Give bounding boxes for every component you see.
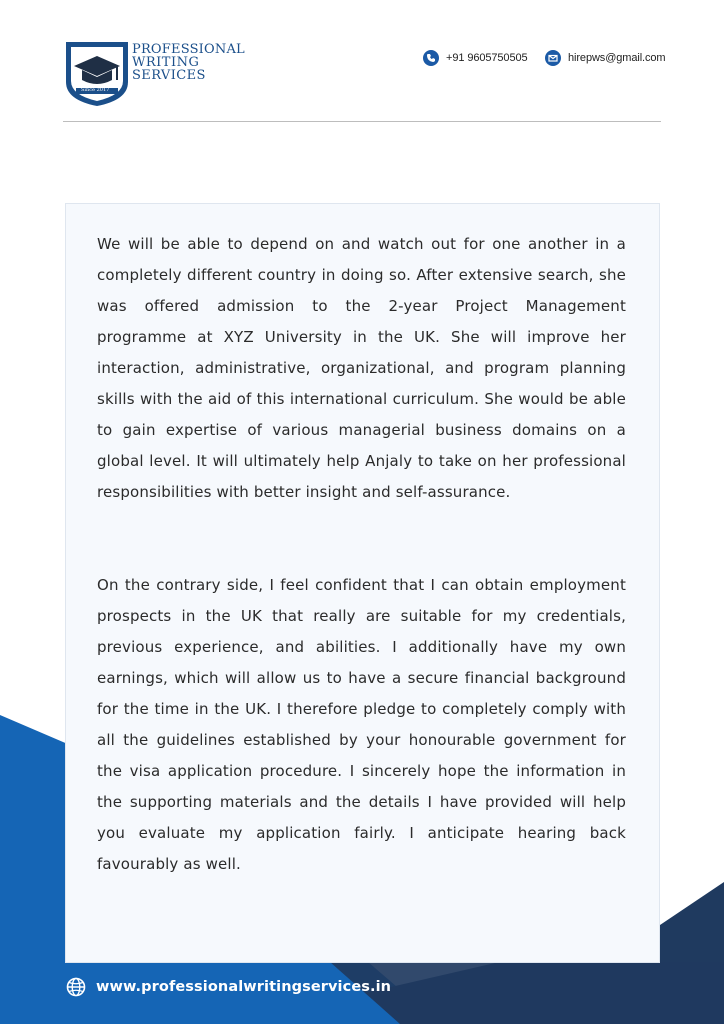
brand-line-2: WRITING [132, 55, 200, 70]
contact-phone[interactable] [423, 50, 528, 66]
email-icon [545, 50, 561, 66]
content-card [65, 203, 660, 963]
contact-email[interactable] [545, 50, 666, 66]
email-address: hirepws@gmail.com [568, 52, 666, 64]
brand-badge: Since 2017 [81, 87, 110, 93]
header-divider [63, 121, 661, 122]
page-footer [66, 977, 391, 997]
brand-logo [62, 38, 245, 108]
page-header [0, 0, 724, 125]
phone-icon [423, 50, 439, 66]
globe-icon [66, 977, 86, 997]
brand-line-1: PROFESSIONAL [132, 42, 245, 57]
website-link[interactable]: www.professionalwritingservices.in [96, 979, 392, 995]
paragraph-2: On the contrary side, I feel confident that I can obtain employment prospects in the UK that really are suitable for my credentials, previous experience, and abilities. I additionally have my own earnings, which will allow us to have a secure financial background for the time in the UK. I therefore pledge to completely comply with all the guidelines established by your honourable government for the visa application procedure. I sincerely hope the information in the supporting materials and the details I have provided will help you evaluate my application fairly. I anticipate hearing back favourably as well. [97, 576, 626, 873]
brand-line-3: SERVICES [132, 68, 206, 83]
logo-shield-icon [62, 38, 132, 108]
paragraph-1: We will be able to depend on and watch out for one another in a completely different country in doing so. After extensive search, she was offered admission to the 2-year Project Management programme at XYZ University in the UK. She will improve her interaction, administrative, organizational, and program planning skills with the aid of this international curriculum. She would be able to gain expertise of various managerial business domains on a global level. It will ultimately help Anjaly to take on her professional responsibilities with better insight and self-assurance. [97, 235, 626, 501]
phone-number: +91 9605750505 [446, 52, 528, 64]
